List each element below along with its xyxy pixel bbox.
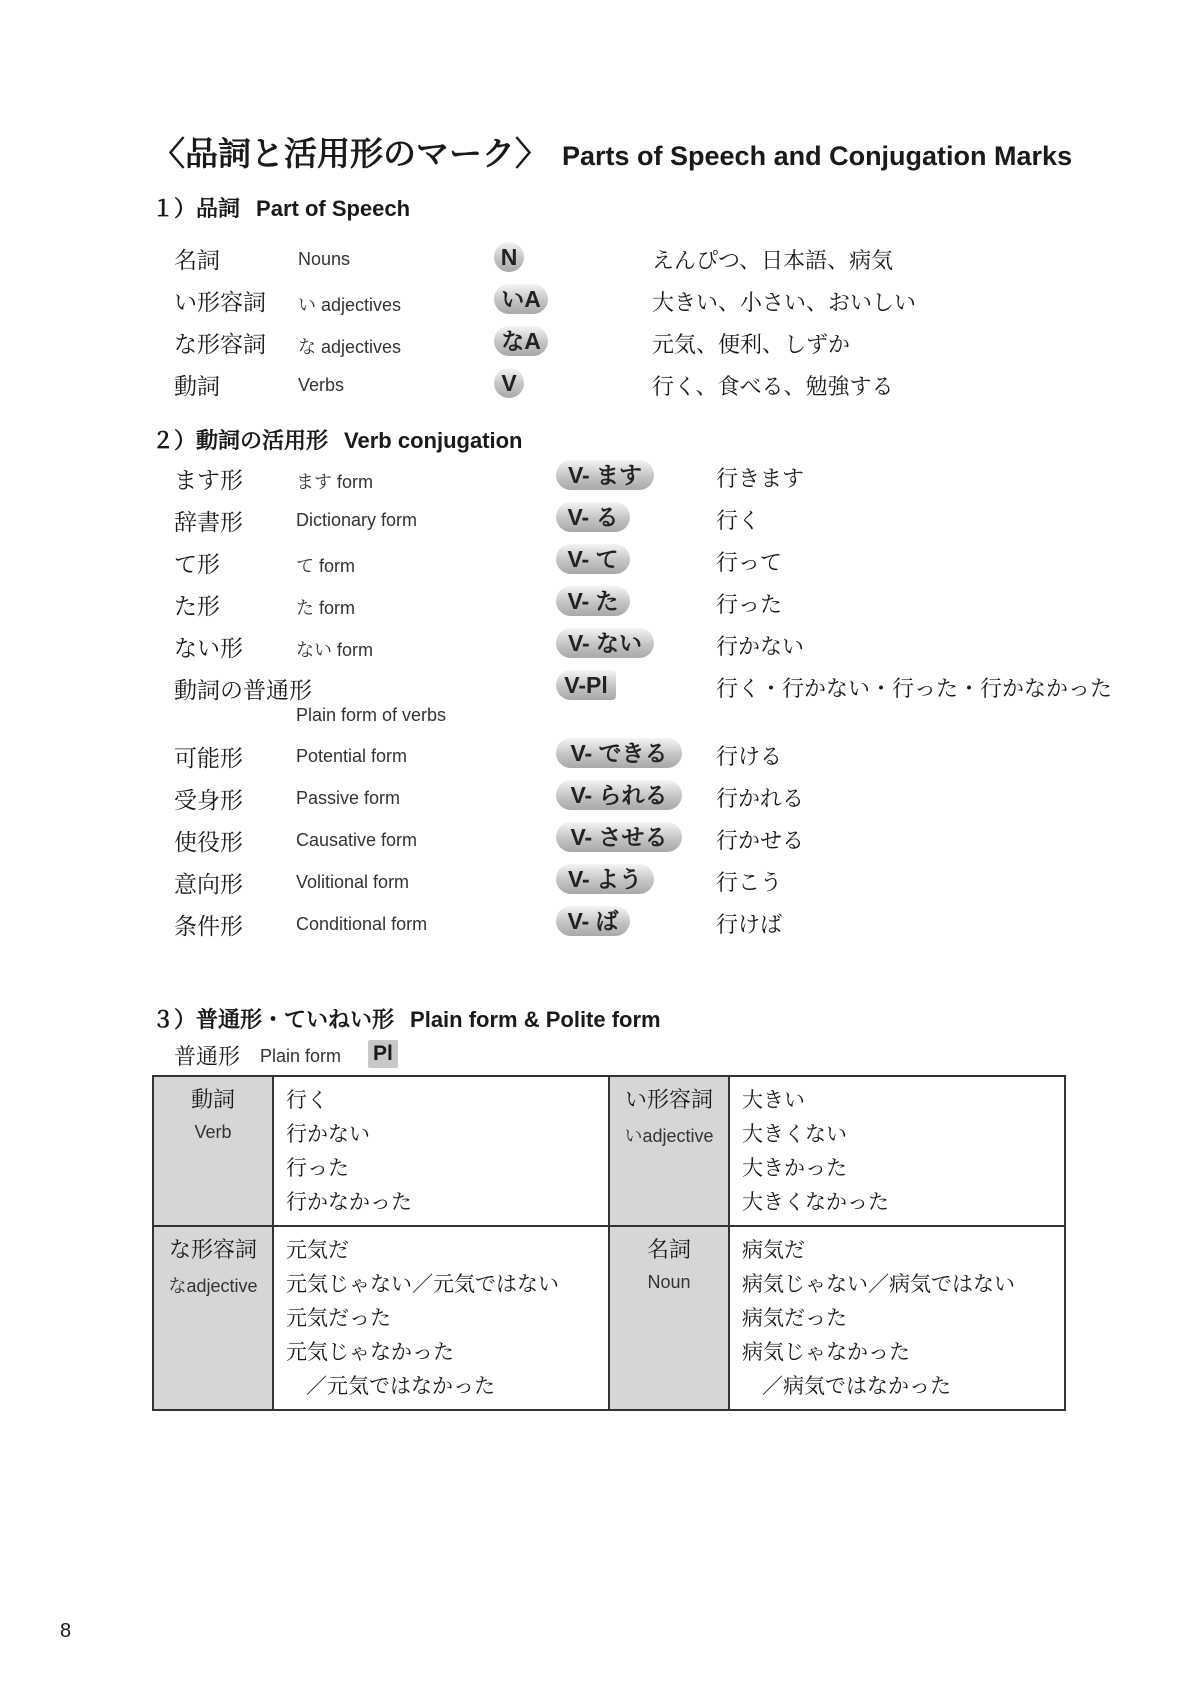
conj-example: 行って — [716, 551, 783, 576]
category-cell — [609, 1076, 729, 1226]
conj-example: 行かない — [716, 635, 805, 660]
section3-title-jp: 普通形・ていねい形 — [196, 1008, 395, 1033]
conj-jp: 動詞の普通形 — [174, 678, 312, 704]
te-form-mark-icon: V- て — [556, 544, 630, 574]
conj-jp: ます形 — [174, 468, 243, 494]
pos-jp: い形容詞 — [174, 290, 266, 316]
form-item: ／病気ではなかった — [762, 1374, 951, 1398]
conj-example: 行く — [716, 509, 761, 534]
conj-en: Causative form — [296, 830, 418, 850]
pos-examples: 元気、便利、しずか — [652, 333, 851, 358]
form-item: 行った — [286, 1156, 349, 1180]
noun-mark-icon: N — [494, 242, 524, 272]
form-item: 大きくなかった — [742, 1190, 889, 1214]
pos-examples: 大きい、小さい、おいしい — [652, 291, 917, 316]
conj-en: ます form — [296, 472, 374, 492]
form-item: 行かなかった — [286, 1190, 412, 1214]
masu-form-mark-icon: V- ます — [556, 460, 654, 490]
section1-number: １） — [152, 197, 197, 222]
section2-title-en: Verb conjugation — [344, 428, 523, 453]
verb-mark-icon: V — [494, 368, 524, 398]
form-item: ／元気ではなかった — [306, 1374, 495, 1398]
conj-jp: 意向形 — [174, 872, 243, 898]
conj-en: Potential form — [296, 746, 408, 766]
conj-example: 行きます — [716, 467, 805, 492]
form-item: 行かない — [286, 1122, 370, 1146]
category-en: いadjective — [624, 1126, 714, 1146]
forms-cell — [273, 1076, 609, 1226]
volitional-form-mark-icon: V- よう — [556, 864, 654, 894]
section3-heading — [152, 1003, 661, 1034]
form-item: 元気だ — [286, 1238, 349, 1262]
forms-cell — [729, 1076, 1065, 1226]
form-item: 大きくない — [742, 1122, 847, 1146]
pos-en: い adjectives — [298, 295, 402, 315]
conj-jp: 受身形 — [174, 788, 243, 814]
conj-en: Volitional form — [296, 872, 410, 892]
category-en: Verb — [194, 1122, 232, 1142]
form-item: 大きい — [742, 1088, 805, 1112]
conj-jp: 可能形 — [174, 746, 243, 772]
ta-form-mark-icon: V- た — [556, 586, 630, 616]
forms-cell — [729, 1226, 1065, 1410]
conj-example: 行ける — [716, 745, 783, 770]
conj-example: 行かれる — [716, 787, 805, 812]
section1-title-en: Part of Speech — [256, 196, 411, 221]
i-adjective-mark-icon: いA — [494, 284, 548, 314]
conj-jp: た形 — [174, 594, 220, 620]
section2-heading — [152, 424, 523, 455]
conj-jp: 条件形 — [174, 914, 243, 940]
pos-en: な adjectives — [298, 337, 402, 357]
category-cell — [153, 1226, 273, 1410]
conj-en: ない form — [296, 640, 374, 660]
conj-en: Plain form of verbs — [296, 705, 447, 725]
plain-form-mark-icon: Pl — [368, 1040, 398, 1068]
conj-example: 行けば — [716, 913, 783, 938]
conj-jp: て形 — [174, 552, 220, 578]
category-cell — [609, 1226, 729, 1410]
form-item: 病気だった — [742, 1306, 847, 1330]
pos-examples: えんぴつ、日本語、病気 — [652, 249, 894, 274]
conj-jp: 辞書形 — [174, 510, 243, 536]
page-number: 8 — [60, 1620, 72, 1642]
section3-title-en: Plain form & Polite form — [410, 1007, 661, 1032]
plain-form-table — [152, 1075, 1066, 1411]
form-item: 元気だった — [286, 1306, 391, 1330]
conj-example: 行く・行かない・行った・行かなかった — [716, 677, 1113, 702]
page-title — [152, 128, 1072, 175]
title-en: Parts of Speech and Conjugation Marks — [562, 141, 1073, 171]
section2-title-jp: 動詞の活用形 — [196, 429, 329, 454]
table-row — [153, 1226, 1065, 1410]
dictionary-form-mark-icon: V- る — [556, 502, 630, 532]
passive-form-mark-icon: V- られる — [556, 780, 682, 810]
conditional-form-mark-icon: V- ば — [556, 906, 630, 936]
potential-form-mark-icon: V- できる — [556, 738, 682, 768]
section1-title-jp: 品詞 — [196, 197, 241, 222]
conj-en: Passive form — [296, 788, 401, 808]
title-jp: 〈品詞と活用形のマーク〉 — [152, 134, 548, 173]
form-item: 大きかった — [742, 1156, 847, 1180]
pos-jp: 名詞 — [174, 248, 220, 274]
category-jp: 動詞 — [190, 1088, 235, 1113]
conj-en: Conditional form — [296, 914, 428, 934]
plain-verb-mark-icon: V-Pl — [556, 670, 616, 700]
conj-jp: 使役形 — [174, 830, 243, 856]
category-en: なadjective — [168, 1276, 258, 1296]
plain-form-jp: 普通形 — [174, 1045, 241, 1070]
category-jp: い形容詞 — [624, 1088, 713, 1113]
na-adjective-mark-icon: なA — [494, 326, 548, 356]
conj-example: 行こう — [716, 871, 783, 896]
form-item: 行く — [286, 1088, 328, 1112]
pos-en: Verbs — [298, 375, 345, 395]
category-jp: 名詞 — [646, 1238, 691, 1263]
section2-number: ２） — [152, 429, 197, 454]
forms-cell — [273, 1226, 609, 1410]
conj-en: Dictionary form — [296, 510, 418, 530]
category-cell — [153, 1076, 273, 1226]
form-item: 病気だ — [742, 1238, 805, 1262]
form-item: 病気じゃない／病気ではない — [742, 1272, 1015, 1296]
form-item: 病気じゃなかった — [742, 1340, 910, 1364]
table-row — [153, 1076, 1065, 1226]
pos-examples: 行く、食べる、勉強する — [652, 375, 894, 400]
causative-form-mark-icon: V- させる — [556, 822, 682, 852]
pos-en: Nouns — [298, 249, 351, 269]
category-en: Noun — [647, 1272, 691, 1292]
conj-example: 行った — [716, 593, 783, 618]
form-item: 元気じゃない／元気ではない — [286, 1272, 559, 1296]
nai-form-mark-icon: V- ない — [556, 628, 654, 658]
conj-en: て form — [296, 556, 356, 576]
category-jp: な形容詞 — [168, 1238, 257, 1263]
conj-jp: ない形 — [174, 636, 243, 662]
section3-number: ３） — [152, 1008, 197, 1033]
pos-jp: 動詞 — [174, 374, 220, 400]
plain-form-en: Plain form — [260, 1046, 342, 1066]
conj-example: 行かせる — [716, 829, 805, 854]
section1-heading — [152, 192, 410, 223]
pos-jp: な形容詞 — [174, 332, 266, 358]
form-item: 元気じゃなかった — [286, 1340, 454, 1364]
conj-en: た form — [296, 598, 356, 618]
